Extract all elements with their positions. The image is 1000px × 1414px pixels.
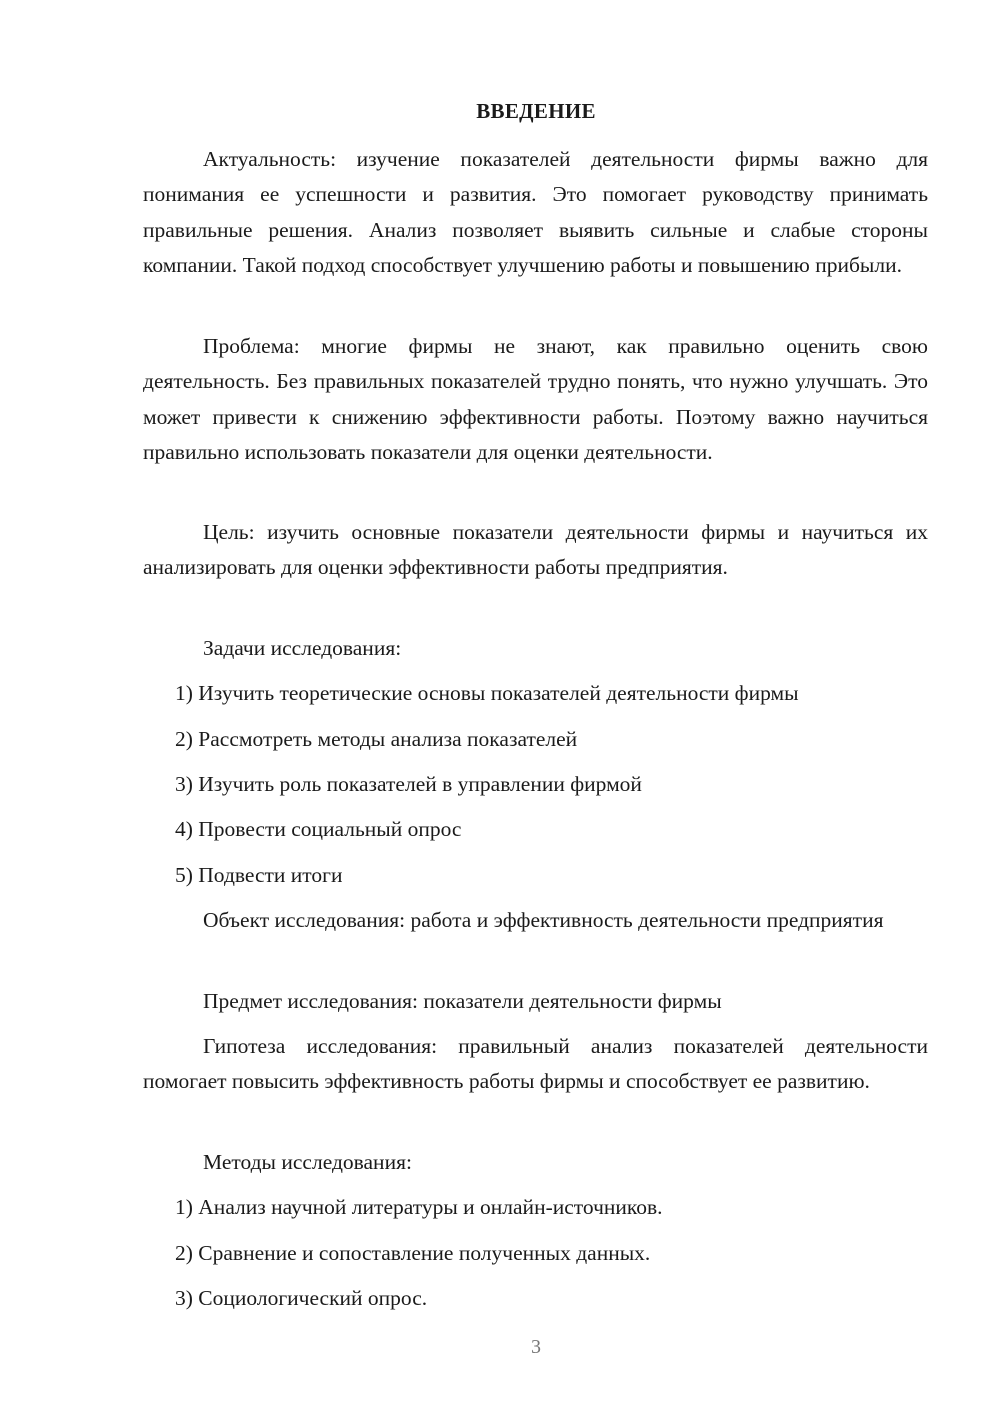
- subject-paragraph-block: [143, 984, 928, 1019]
- problem-paragraph: Проблема: многие фирмы не знают, как правильно оценить свою деятельность. Без правильных показателей трудно понять, что нужно улучшать. Это может привести к снижению эффективности работы. Поэтому важно научиться правильно использовать показатели для оценки деятельности.: [143, 334, 928, 464]
- goal-paragraph: Цель: изучить основные показатели деятельности фирмы и научиться их анализировать для оценки эффективности работы предприятия.: [143, 520, 928, 580]
- list-item: 2) Рассмотреть методы анализа показателей: [175, 727, 578, 751]
- list-item: 5) Подвести итоги: [175, 863, 343, 887]
- tasks-heading: Задачи исследования:: [203, 636, 402, 660]
- problem-paragraph-block: [143, 329, 928, 470]
- goal-paragraph-block: [143, 515, 928, 586]
- list-item: 1) Изучить теоретические основы показателей деятельности фирмы: [175, 681, 799, 705]
- methods-item-3-block: [143, 1281, 928, 1316]
- hypothesis-paragraph-block: [143, 1029, 928, 1100]
- tasks-item-4-block: [143, 812, 928, 847]
- relevance-paragraph-block: [143, 142, 928, 283]
- list-item: 2) Сравнение и сопоставление полученных данных.: [175, 1241, 651, 1265]
- subject-paragraph: Предмет исследования: показатели деятельности фирмы: [203, 989, 722, 1013]
- tasks-item-5-block: [143, 858, 928, 893]
- list-item: 3) Социологический опрос.: [175, 1286, 428, 1310]
- hypothesis-paragraph: Гипотеза исследования: правильный анализ показателей деятельности помогает повысить эффективность работы фирмы и способствует ее развитию.: [143, 1034, 928, 1094]
- tasks-item-1-block: [143, 676, 928, 711]
- methods-item-1-block: [143, 1190, 928, 1225]
- page-title: ВВЕДЕНИЕ: [476, 99, 596, 123]
- list-item: 1) Анализ научной литературы и онлайн-источников.: [175, 1195, 663, 1219]
- list-item: 4) Провести социальный опрос: [175, 817, 462, 841]
- page-number: 3: [531, 1336, 541, 1358]
- list-item: 3) Изучить роль показателей в управлении фирмой: [175, 772, 642, 796]
- relevance-paragraph: Актуальность: изучение показателей деятельности фирмы важно для понимания ее успешности и развития. Это помогает руководству принимать правильные решения. Анализ позволяет выявить сильные и слабые стороны компании. Такой подход способствует улучшению работы и повышению прибыли.: [143, 147, 928, 277]
- tasks-item-3-block: [143, 767, 928, 802]
- tasks-item-2-block: [143, 722, 928, 757]
- object-paragraph: Объект исследования: работа и эффективность деятельности предприятия: [203, 908, 884, 932]
- methods-item-2-block: [143, 1236, 928, 1271]
- methods-heading: Методы исследования:: [203, 1150, 412, 1174]
- methods-heading-block: [143, 1145, 928, 1180]
- tasks-heading-block: [143, 631, 928, 666]
- object-paragraph-block: [143, 903, 928, 938]
